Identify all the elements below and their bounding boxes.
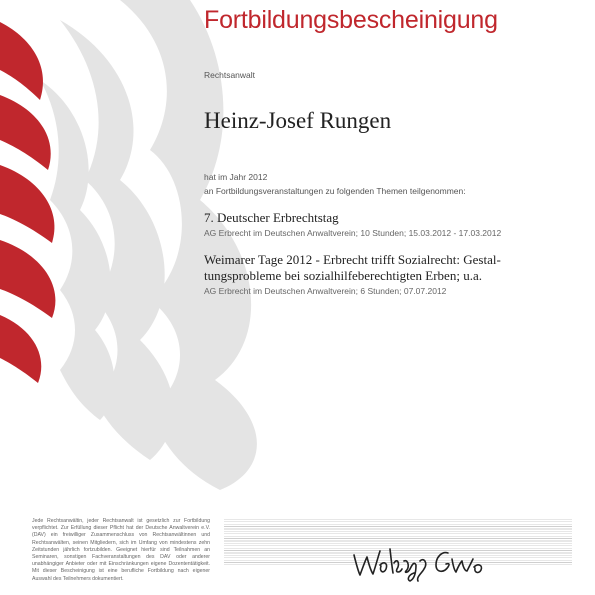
recipient-role: Rechtsanwalt	[204, 70, 256, 80]
event-title: 7. Deutscher Erbrechtstag	[204, 210, 339, 225]
certificate-title: Fortbildungsbescheinigung	[204, 6, 498, 34]
year-line: hat im Jahr 2012	[204, 172, 268, 182]
signature-image	[350, 543, 500, 583]
event-detail: AG Erbrecht im Deutschen Anwaltverein; 10 Stunden; 15.03.2012 - 17.03.2012	[204, 228, 502, 238]
event-title-continued: tungsprobleme bei sozialhilfeberechtigten Erben; u.a.	[204, 268, 482, 283]
footer-legal-text: Jede Rechtsanwältin, jeder Rechtsanwalt ist gesetzlich zur Fortbildung verpflichtet. Zur Erfüllung dieser Pflicht hat der Deutsche Anwaltverein e.V. (DAV) ein freiwilliger Zusammenschluss von Rechtsanwältinnen und Rechtsanwälten, seinen Mitgliedern, sich im Umfang von mindestens zehn Zeitstunden jährlich fortzubilden. Geeignet hierfür sind Teilnahmen an Seminaren, sonstigen Fachveranstaltungen des DAV oder anderer unabhängiger Anbieter oder mit Einschränkungen eigene Dozententätigkeit. Mit dieser Bescheinigung ist eine berufliche Fortbildung nach eigener Auswahl des Teilnehmers dokumentiert.	[32, 518, 210, 582]
event-detail: AG Erbrecht im Deutschen Anwaltverein; 6 Stunden; 07.07.2012	[204, 286, 447, 296]
event-item	[204, 252, 501, 296]
red-swooshes	[0, 22, 55, 383]
intro-line: an Fortbildungsveranstaltungen zu folgenden Themen teilgenommen:	[204, 186, 466, 196]
event-item	[204, 210, 501, 238]
event-title: Weimarer Tage 2012 - Erbrecht trifft Sozialrecht: Gestal-	[204, 252, 501, 267]
recipient-name: Heinz-Josef Rungen	[204, 108, 392, 133]
